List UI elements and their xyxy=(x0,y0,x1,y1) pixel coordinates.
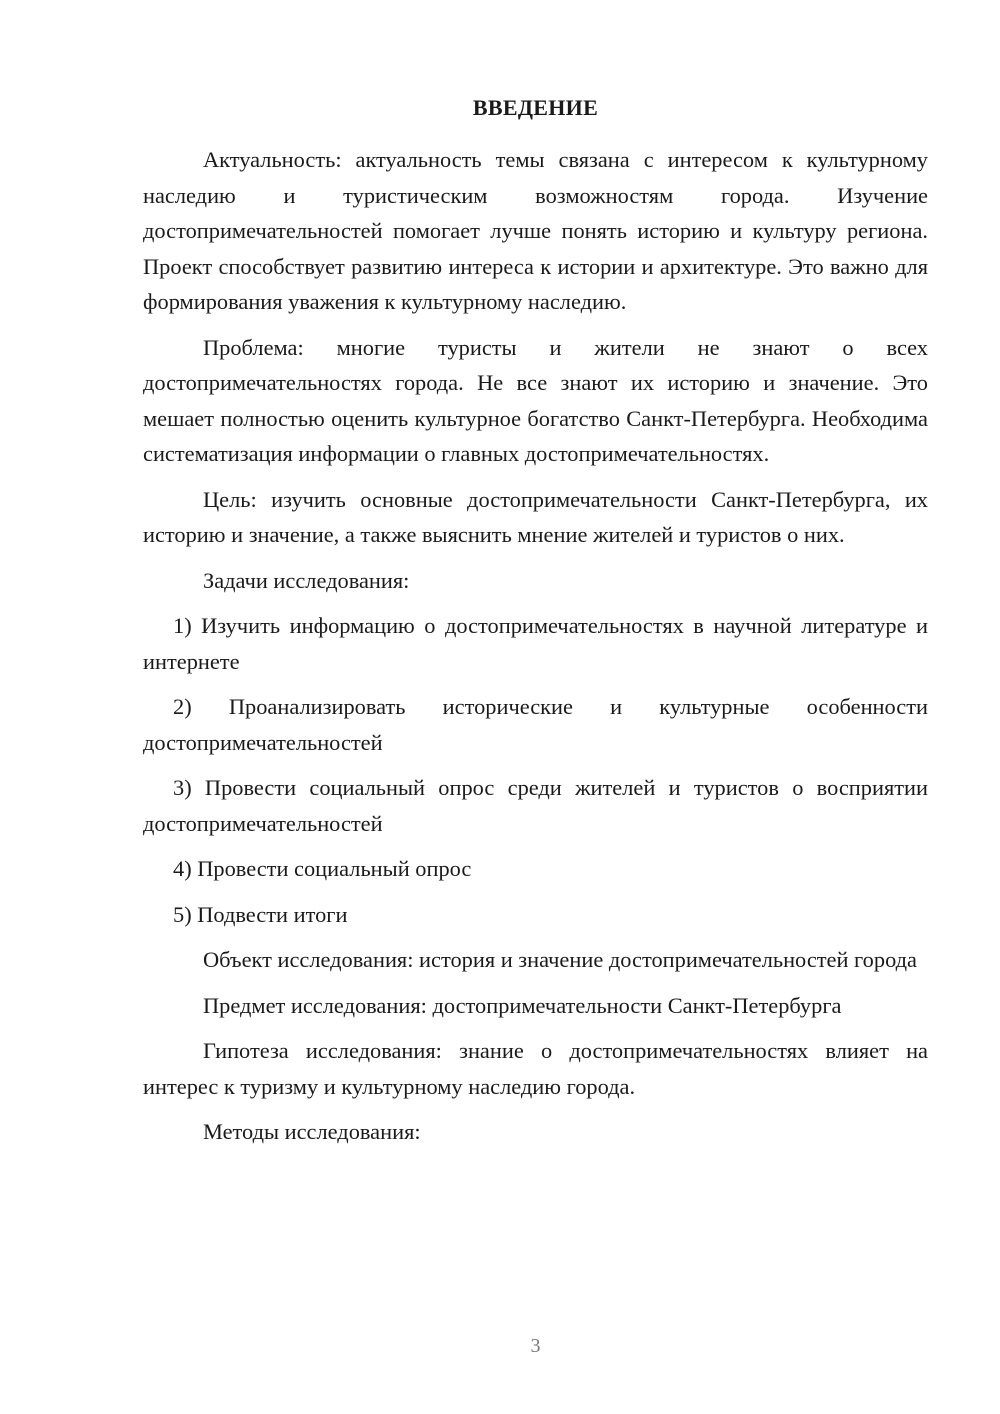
list-item: 3) Провести социальный опрос среди жителей и туристов о восприятии достопримечательностей xyxy=(143,775,928,836)
list-item: 1) Изучить информацию о достопримечательностях в научной литературе и интернете xyxy=(143,613,928,674)
document-page xyxy=(143,0,928,1414)
goal-paragraph: Цель: изучить основные достопримечательности Санкт-Петербурга, их историю и значение, а также выяснить мнение жителей и туристов о них. xyxy=(143,486,928,547)
methods-heading: Методы исследования: xyxy=(203,1119,421,1144)
list-item: 2) Проанализировать исторические и культурные особенности достопримечательностей xyxy=(143,694,928,755)
page-title: ВВЕДЕНИЕ xyxy=(472,95,599,120)
hypothesis-paragraph: Гипотеза исследования: знание о достопримечательностях влияет на интерес к туризму и культурному наследию города. xyxy=(143,1038,928,1099)
document-body xyxy=(143,142,928,1150)
page-number: 3 xyxy=(530,1335,541,1357)
tasks-heading: Задачи исследования: xyxy=(203,567,410,593)
problem-paragraph: Проблема: многие туристы и жители не знают о всех достопримечательностях города. Не все знают их историю и значение. Это мешает полностью оценить культурное богатство Санкт-Петербурга. Необходима систематизация информации о главных достопримечательностях. xyxy=(143,334,928,466)
object-paragraph: Объект исследования: история и значение достопримечательностей города xyxy=(203,947,917,972)
list-item: 4) Провести социальный опрос xyxy=(173,856,472,881)
subject-paragraph: Предмет исследования: достопримечательности Санкт-Петербурга xyxy=(203,992,842,1018)
list-item: 5) Подвести итоги xyxy=(173,901,348,927)
relevance-paragraph: Актуальность: актуальность темы связана с интересом к культурному наследию и туристическим возможностям города. Изучение достопримечательностей помогает лучше понять историю и культуру региона. Проект способствует развитию интереса к истории и архитектуре. Это важно для формирования уважения к культурному наследию. xyxy=(143,147,928,314)
